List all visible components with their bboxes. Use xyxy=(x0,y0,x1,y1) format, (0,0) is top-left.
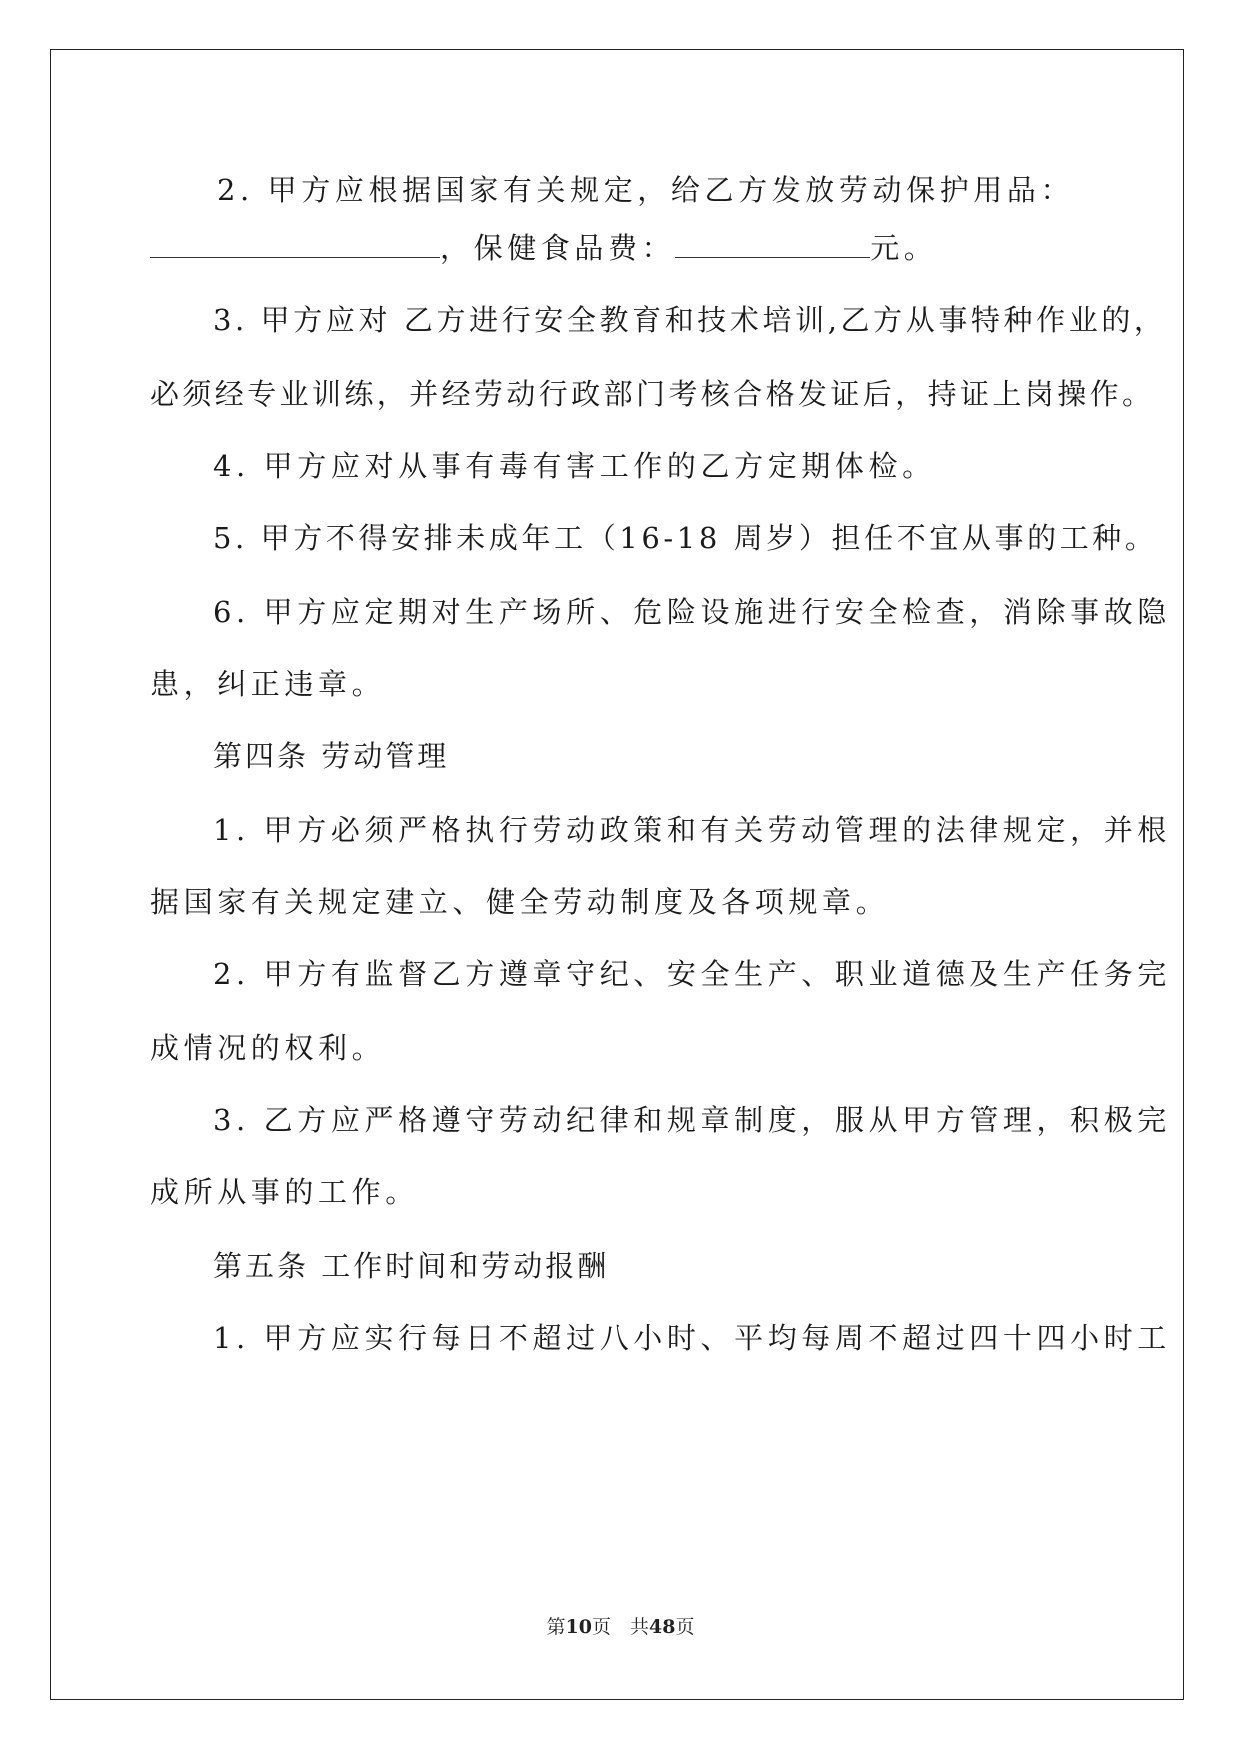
paragraph-text: ，保健食品费： xyxy=(440,231,676,265)
paragraph-line xyxy=(150,230,937,266)
section-heading: 第五条 工作时间和劳动报酬 xyxy=(213,1249,610,1283)
page-border xyxy=(50,49,1184,1700)
paragraph-line: 据国家有关规定建立、健全劳动制度及各项规章。 xyxy=(150,885,890,919)
paragraph-line: 成所从事的工作。 xyxy=(150,1175,419,1209)
section-heading: 第四条 劳动管理 xyxy=(213,739,450,773)
paragraph-line: 成情况的权利。 xyxy=(150,1031,386,1065)
page-mid: 页 共 xyxy=(591,1616,649,1638)
paragraph-line: 6. 甲方应定期对生产场所、危险设施进行安全检查，消除事故隐 xyxy=(213,595,1171,629)
current-page-number: 10 xyxy=(565,1616,592,1638)
page-prefix: 第 xyxy=(546,1616,566,1638)
fill-in-blank[interactable] xyxy=(675,235,870,258)
page-footer xyxy=(0,1612,1241,1639)
paragraph-line: 4. 甲方应对从事有毒有害工作的乙方定期体检。 xyxy=(213,449,936,483)
paragraph-line: 5. 甲方不得安排未成年工（16-18 周岁）担任不宜从事的工种。 xyxy=(213,521,1158,555)
paragraph-line: 1. 甲方必须严格执行劳动政策和有关劳动管理的法律规定，并根 xyxy=(213,813,1171,847)
page-suffix: 页 xyxy=(675,1616,695,1638)
paragraph-line: 必须经专业训练，并经劳动行政部门考核合格发证后，持证上岗操作。 xyxy=(150,377,1155,411)
paragraph-line: 患，纠正违章。 xyxy=(150,667,386,701)
total-page-number: 48 xyxy=(649,1616,676,1638)
paragraph-line: 1. 甲方应实行每日不超过八小时、平均每周不超过四十四小时工 xyxy=(213,1321,1171,1355)
paragraph-text: 元。 xyxy=(870,231,938,265)
paragraph-line: 2. 甲方有监督乙方遵章守纪、安全生产、职业道德及生产任务完 xyxy=(213,957,1171,991)
paragraph-line: 2. 甲方应根据国家有关规定，给乙方发放劳动保护用品： xyxy=(217,173,1075,207)
paragraph-line: 3. 乙方应严格遵守劳动纪律和规章制度，服从甲方管理，积极完 xyxy=(213,1103,1171,1137)
paragraph-line: 3. 甲方应对 乙方进行安全教育和技术培训,乙方从事特种作业的， xyxy=(213,303,1167,337)
fill-in-blank[interactable] xyxy=(150,235,440,258)
